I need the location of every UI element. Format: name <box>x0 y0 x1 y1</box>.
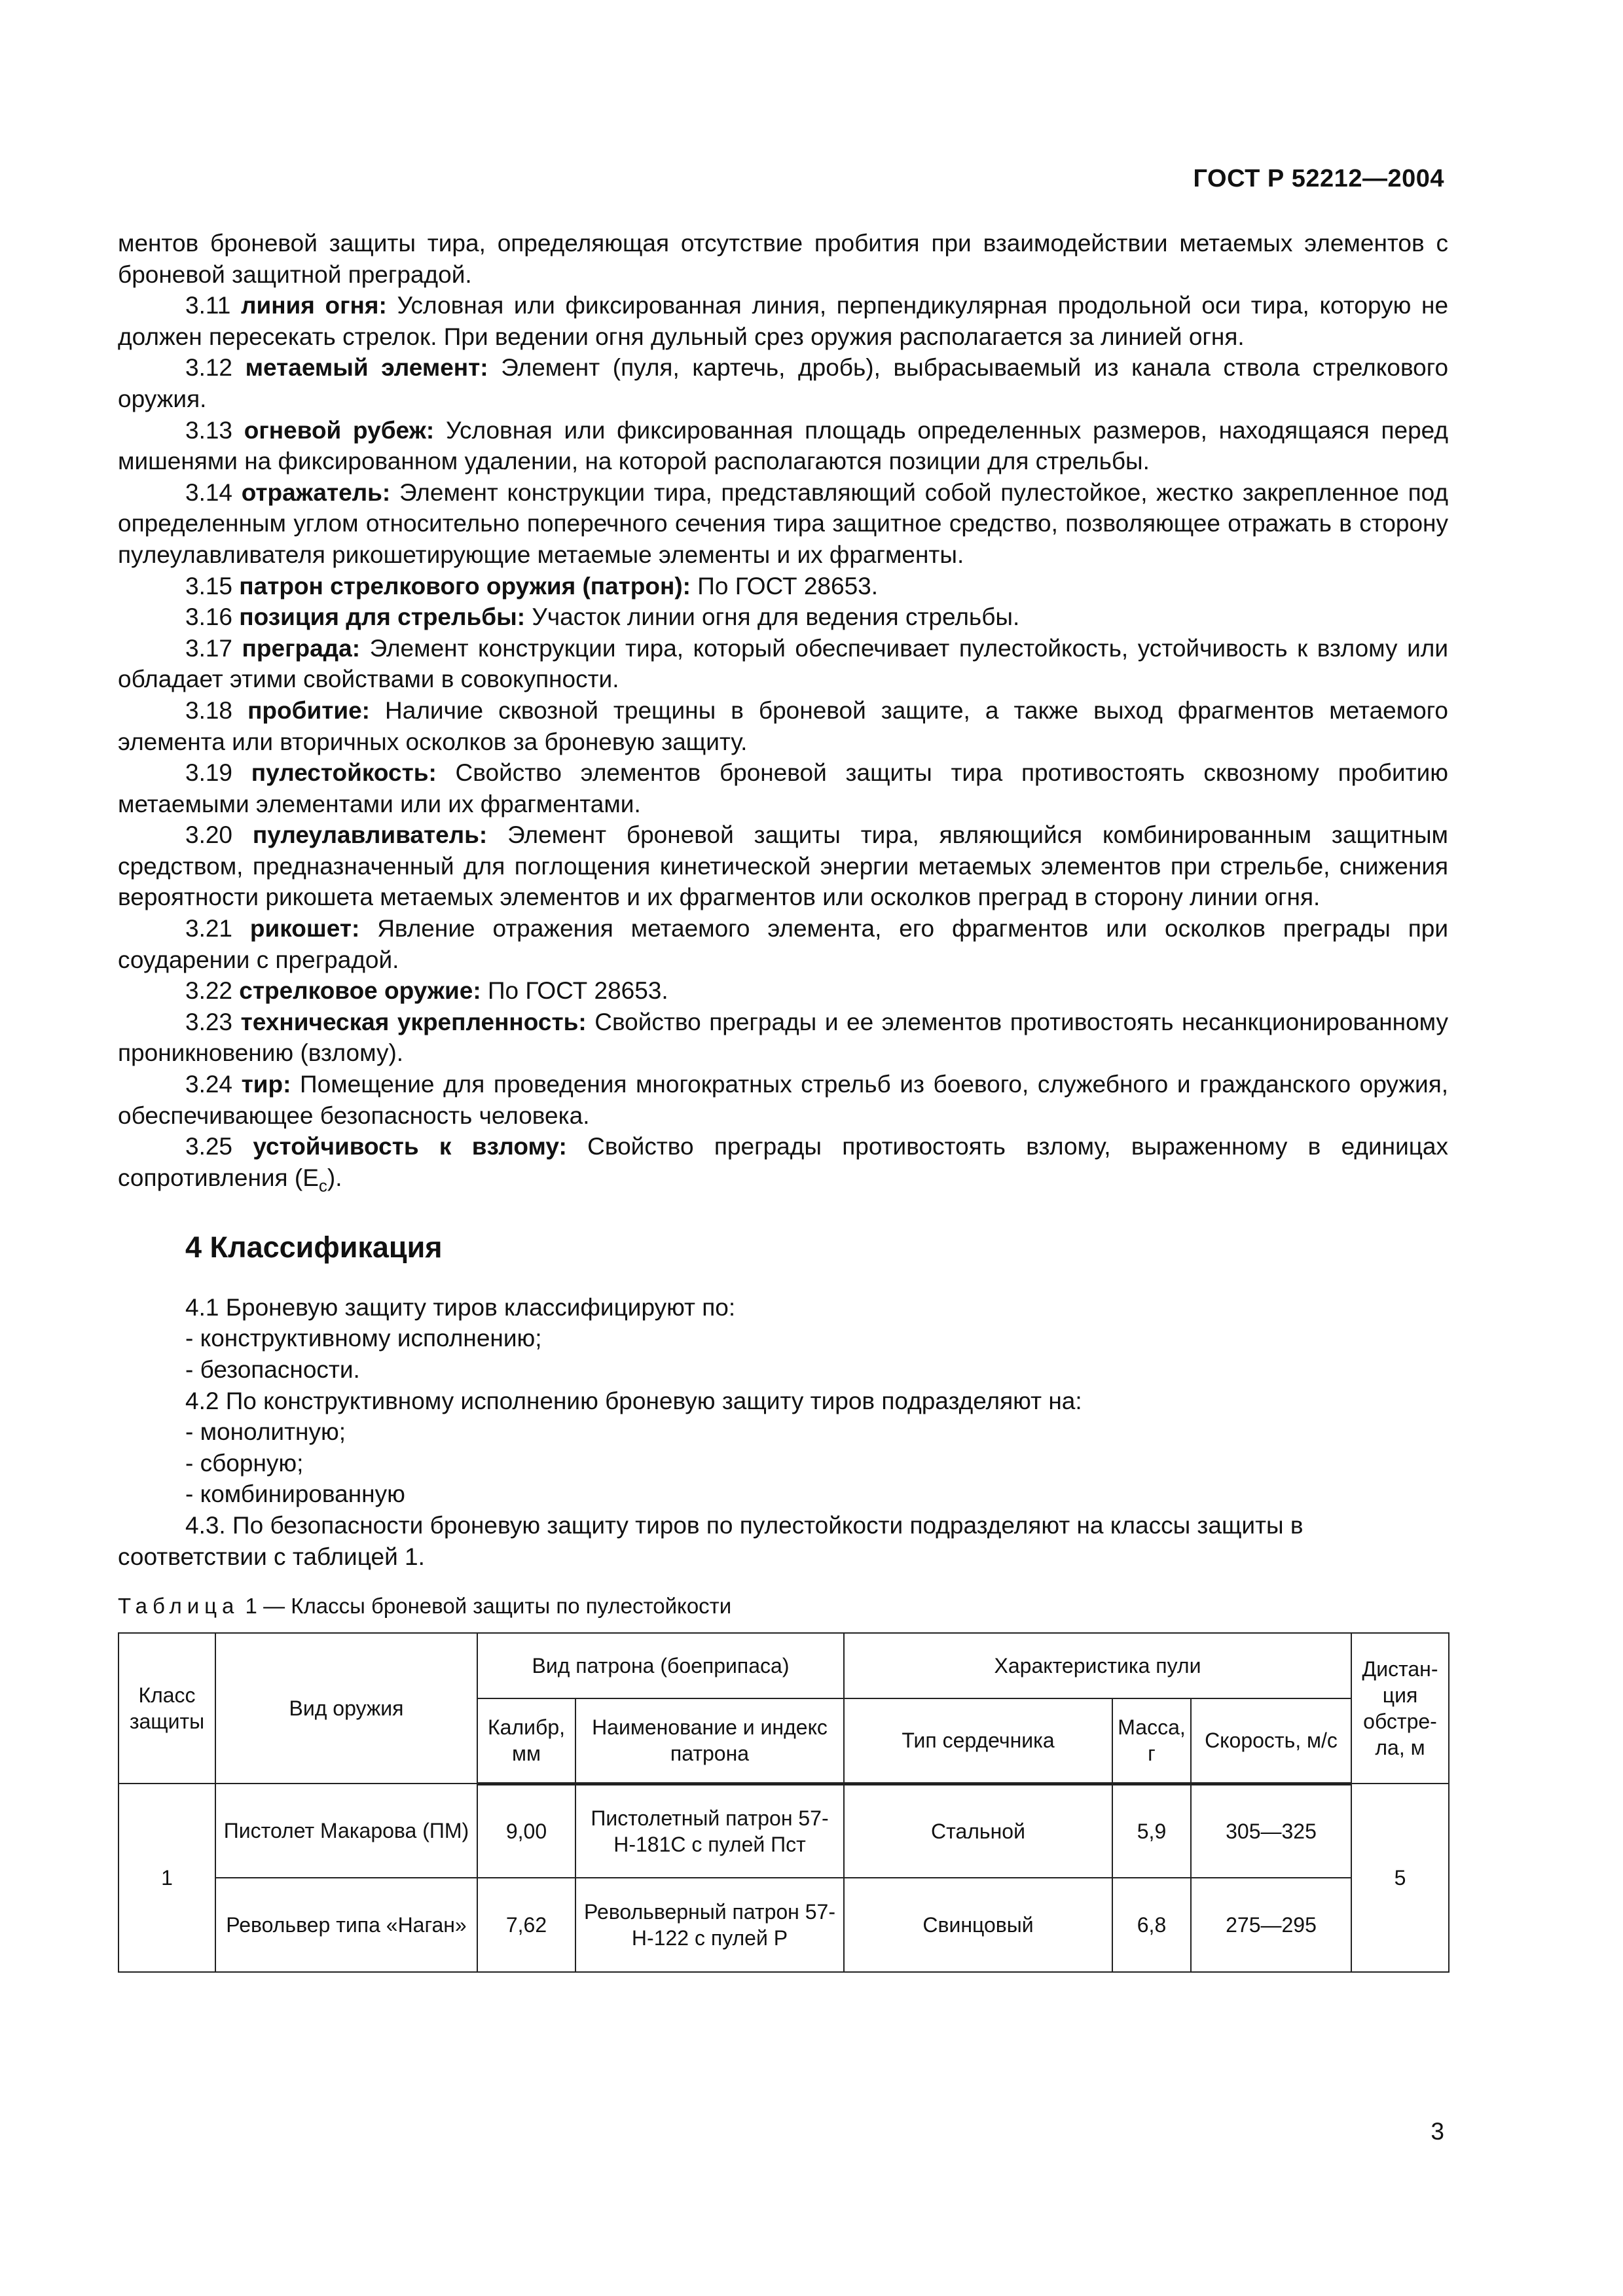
continuation-paragraph: ментов броневой защиты тира, определяющая отсутствие пробития при взаимодействии метаемых элементов с броневой защитной преградой. <box>118 230 1448 288</box>
class-cell: 1 <box>119 1784 215 1972</box>
mass-cell: 5,9 <box>1112 1784 1191 1878</box>
header-cartridge-group: Вид патрона (боеприпаса) <box>477 1633 844 1698</box>
table-caption-text: 1 — Классы броневой защиты по пулестойкости <box>239 1594 732 1619</box>
table-caption-prefix: Таблица <box>118 1594 240 1619</box>
page-content <box>118 228 1448 1973</box>
definition-3-20 <box>118 819 1448 913</box>
header-bullet-group: Характеристика пули <box>844 1633 1351 1698</box>
definition-number: 3.19 <box>185 759 233 787</box>
definition-3-25 <box>118 1131 1448 1202</box>
definition-text: По ГОСТ 28653. <box>487 977 668 1005</box>
header-speed: Скорость, м/с <box>1191 1698 1351 1784</box>
definition-text: Наличие сквозной трещины в броневой защите, а также выход фрагментов метаемого элемента или вторичных осколков за броневую защиту. <box>118 696 1448 755</box>
clause-4-3-continuation: соответствии с таблицей 1. <box>118 1543 425 1570</box>
definition-number: 3.12 <box>185 354 233 382</box>
definition-term: техническая укрепленность: <box>240 1008 587 1035</box>
definition-text: Помещение для проведения многократных стрельб из боевого, служебного и гражданского оружия, обеспечивающее безопасность человека. <box>118 1071 1449 1129</box>
definition-number: 3.13 <box>185 416 233 444</box>
header-weapon: Вид оружия <box>215 1633 477 1784</box>
definition-number: 3.23 <box>185 1008 233 1035</box>
core-cell: Свинцовый <box>844 1878 1112 1972</box>
definition-term: линия огня: <box>240 292 387 319</box>
definition-number: 3.22 <box>185 977 233 1005</box>
definition-term: рикошет: <box>249 915 360 942</box>
definition-term: отражатель: <box>241 478 391 506</box>
list-item: - комбинированную <box>185 1480 405 1508</box>
definitions-list <box>118 290 1448 1131</box>
speed-cell: 275—295 <box>1191 1878 1351 1972</box>
weapon-cell: Револьвер типа «Наган» <box>215 1878 477 1972</box>
definition-3-17 <box>118 633 1448 695</box>
header-distance: Дистан-ция обстре-ла, м <box>1351 1633 1449 1784</box>
definition-text: Элемент броневой защиты тира, являющийся комбинированным защитным средством, предназначенный для поглощения кинетической энергии метаемых элементов при стрельбе, снижения вероятности рикошета метаемых элементов и их фрагментов или осколков преград в сторону линии огня. <box>118 821 1448 911</box>
document-code: ГОСТ Р 52212—2004 <box>1193 165 1444 192</box>
definition-text: По ГОСТ 28653. <box>697 572 879 600</box>
table-row <box>119 1784 1449 1878</box>
protection-classes-table <box>118 1632 1450 1973</box>
definition-term: пулеулавливатель: <box>252 821 488 849</box>
list-item: - сборную; <box>185 1449 304 1477</box>
definition-term: стрелковое оружие: <box>239 977 481 1005</box>
caliber-cell: 7,62 <box>477 1878 575 1972</box>
definition-3-12 <box>118 352 1448 414</box>
definition-text: Элемент конструкции тира, представляющий собой пулестойкое, жестко закрепленное под определенным углом относительно поперечного сечения тира защитное средство, позволяющее отражать в сторону пулеулавливателя рикошетирующие метаемые элементы и их фрагменты. <box>118 478 1449 568</box>
header-class: Класс защиты <box>119 1633 215 1784</box>
definition-number: 3.25 <box>185 1133 233 1160</box>
core-cell: Стальной <box>844 1784 1112 1878</box>
cartridge-cell: Револьверный патрон 57-Н-122 с пулей Р <box>575 1878 844 1972</box>
definition-3-22 <box>118 975 1448 1007</box>
definition-term: пробитие: <box>247 696 370 724</box>
definition-number: 3.20 <box>185 821 233 849</box>
definition-term: устойчивость к взлому: <box>253 1133 567 1160</box>
definition-term: метаемый элемент: <box>245 354 488 382</box>
definition-text: Свойство преграды противостоять взлому, выраженному в единицах сопротивления (E <box>118 1133 1449 1191</box>
classification-section <box>118 1292 1448 1572</box>
speed-cell: 305—325 <box>1191 1784 1351 1878</box>
definition-text: Условная или фиксированная линия, перпендикулярная продольной оси тира, которую не должен пересекать стрелок. При ведении огня дульный срез оружия располагается за линией огня. <box>118 292 1449 350</box>
definition-text: Явление отражения метаемого элемента, его фрагментов или осколков преграды при соударении с преградой. <box>118 915 1449 973</box>
definition-3-15 <box>118 571 1448 602</box>
definition-3-16 <box>118 601 1448 633</box>
table-caption <box>118 1592 1448 1621</box>
page-number: 3 <box>1431 2118 1444 2145</box>
definition-number: 3.15 <box>185 572 233 600</box>
definition-3-14 <box>118 477 1448 571</box>
header-caliber: Калибр, мм <box>477 1698 575 1784</box>
definition-3-11 <box>118 290 1448 352</box>
definition-3-21 <box>118 913 1448 975</box>
definition-3-18 <box>118 695 1448 757</box>
distance-cell: 5 <box>1351 1784 1449 1972</box>
definition-text: Свойство элементов броневой защиты тира противостоять сквозному пробитию метаемыми элементами или их фрагментами. <box>118 759 1448 817</box>
definition-term: преграда: <box>242 634 361 662</box>
definition-text: Элемент конструкции тира, который обеспечивает пулестойкость, устойчивость к взлому или обладает этими свойствами в совокупности. <box>118 634 1448 693</box>
definition-3-19 <box>118 757 1448 819</box>
weapon-cell: Пистолет Макарова (ПМ) <box>215 1784 477 1878</box>
definition-text: Участок линии огня для ведения стрельбы. <box>532 603 1020 631</box>
list-item: - монолитную; <box>185 1418 346 1446</box>
definition-term: пулестойкость: <box>251 759 437 787</box>
definition-number: 3.14 <box>185 478 233 506</box>
clause-4-2: 4.2 По конструктивному исполнению броневую защиту тиров подразделяют на: <box>185 1387 1082 1414</box>
definition-term: огневой рубеж: <box>244 416 435 444</box>
header-cartridge-name: Наименование и индекс патрона <box>575 1698 844 1784</box>
definition-text: Элемент (пуля, картечь, дробь), выбрасываемый из канала ствола стрелкового оружия. <box>118 354 1449 412</box>
definition-3-24 <box>118 1069 1448 1131</box>
definition-number: 3.11 <box>185 292 231 319</box>
definition-tail: ). <box>327 1164 342 1191</box>
section-title: 4 Классификация <box>185 1230 443 1264</box>
definition-number: 3.21 <box>185 915 233 942</box>
mass-cell: 6,8 <box>1112 1878 1191 1972</box>
definition-term: патрон стрелкового оружия (патрон): <box>239 572 691 600</box>
definition-text: Условная или фиксированная площадь определенных размеров, находящаяся перед мишенями на фиксированном удалении, на которой располагаются позиции для стрельбы. <box>118 416 1449 475</box>
table-row <box>119 1878 1449 1972</box>
list-item: - безопасности. <box>185 1355 360 1383</box>
definition-3-13 <box>118 415 1448 477</box>
list-item: - конструктивному исполнению; <box>185 1325 542 1352</box>
definition-term: позиция для стрельбы: <box>239 603 526 631</box>
definition-number: 3.18 <box>185 696 233 724</box>
subscript-c: c <box>318 1175 327 1196</box>
cartridge-cell: Пистолетный патрон 57-Н-181С с пулей Пст <box>575 1784 844 1878</box>
header-mass: Масса, г <box>1112 1698 1191 1784</box>
definition-number: 3.24 <box>185 1071 233 1098</box>
clause-4-3: 4.3. По безопасности броневую защиту тиров по пулестойкости подразделяют на классы защиты в <box>185 1511 1304 1539</box>
definition-number: 3.16 <box>185 603 233 631</box>
caliber-cell: 9,00 <box>477 1784 575 1878</box>
clause-4-1: 4.1 Броневую защиту тиров классифицируют по: <box>185 1293 736 1321</box>
definition-number: 3.17 <box>185 634 233 662</box>
header-core: Тип сердечника <box>844 1698 1112 1784</box>
definition-term: тир: <box>241 1071 291 1098</box>
definition-text: Свойство преграды и ее элементов противостоять несанкционированному проникновению (взлому). <box>118 1008 1449 1067</box>
definition-3-23 <box>118 1007 1448 1069</box>
